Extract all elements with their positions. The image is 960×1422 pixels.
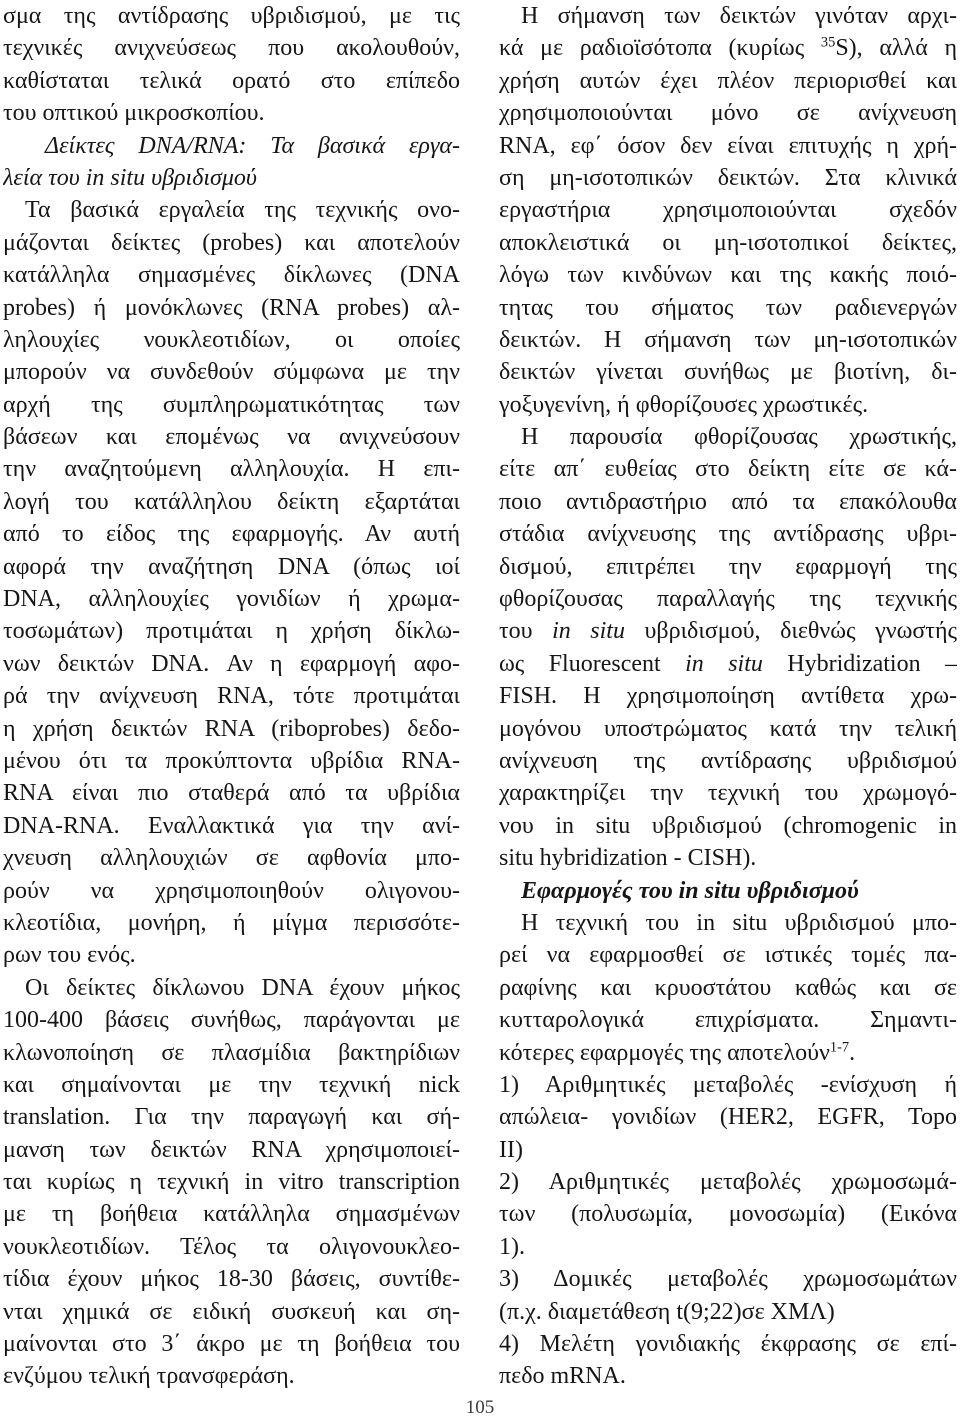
section-heading-probes bbox=[3, 130, 460, 195]
text-line: Τα βασικά εργαλεία της τεχνικής ονο- bbox=[25, 197, 460, 224]
text-line: ση μη-ισοτοπικών δεικτών. Στα κλινικά bbox=[499, 164, 957, 191]
text-line: μάζονται δείκτες (probes) και αποτελούν bbox=[3, 229, 460, 256]
paragraph-probe-labeling bbox=[499, 0, 957, 421]
text-line: τητας του σήματος των ραδιενεργών bbox=[499, 294, 957, 321]
text-line: ρεί να εφαρμοσθεί σε ιστικές τομές πα- bbox=[499, 942, 957, 969]
text-line: σμα της αντίδρασης υβριδισμού, με τις bbox=[3, 3, 460, 29]
text-line: 4) Μελέτη γονιδιακής έκφρασης σε επί- bbox=[499, 1331, 957, 1358]
text-line: ρούν να χρησιμοποιηθούν ολιγονου- bbox=[3, 877, 460, 904]
text-line: χνευση αλληλουχιών σε αφθονία μπο- bbox=[3, 845, 460, 872]
applications-list bbox=[499, 1069, 957, 1393]
text-line: στάδια ανίχνευσης της αντίδρασης υβρι- bbox=[499, 521, 957, 548]
isotope-mass-superscript: 35 bbox=[820, 34, 836, 51]
text-segment: Hybridization – bbox=[762, 650, 957, 677]
text-line: είτε απ΄ ευθείας στο δείκτη είτε σε κά- bbox=[499, 456, 957, 483]
text-line: δεικτών. Η σήμανση των μη-ισοτοπικών bbox=[499, 326, 957, 353]
text-line: κατάλληλα σημασμένες δίκλωνες (DNA bbox=[3, 262, 460, 289]
text-segment: S), αλλά η bbox=[835, 35, 957, 62]
text-line: ανίχνευση της αντίδρασης υβριδισμού bbox=[499, 747, 957, 774]
paragraph-fluorescence bbox=[499, 421, 957, 874]
text-line: μανση των δεικτών RNA χρησιμοποιεί- bbox=[3, 1136, 460, 1163]
text-segment: κά με ραδιοϊσότοπα (κυρίως bbox=[499, 35, 821, 62]
paragraph-continued bbox=[3, 0, 460, 130]
text-line: Η σήμανση των δεικτών γινόταν αρχι- bbox=[521, 3, 957, 29]
text-line: situ hybridization - CISH). bbox=[499, 845, 757, 872]
text-line: χρήση αυτών έχει πλέον περιορισθεί και bbox=[499, 67, 957, 94]
text-segment: του bbox=[499, 618, 553, 645]
text-line: μένου ότι τα προκύπτοντα υβρίδια RNA- bbox=[3, 747, 460, 774]
heading-line: Δείκτες DNA/RNA: Τα βασικά εργα- bbox=[45, 132, 460, 159]
text-line: τοσωμάτων) προτιμάται η χρήση δίκλω- bbox=[3, 618, 460, 645]
list-item bbox=[499, 1263, 957, 1328]
text-line: απώλεια- γονιδίων (HER2, EGFR, Topo bbox=[499, 1104, 957, 1131]
text-line: δισμού, επιτρέπει την εφαρμογή της bbox=[499, 553, 957, 580]
text-line: κλεοτίδια, μονήρη, ή μίγμα περισσότε- bbox=[3, 909, 460, 936]
text-line: των (πολυσωμία, μονοσωμία) (Εικόνα bbox=[499, 1201, 957, 1228]
paragraph-probe-lengths bbox=[3, 972, 460, 1393]
heading-line: λεία του in situ υβριδισμού bbox=[3, 164, 257, 191]
text-line: με τη βοήθεια κατάλληλα σημασμένων bbox=[3, 1201, 460, 1228]
left-column bbox=[3, 0, 460, 1393]
text-line: κλωνοποίηση σε πλασμίδια βακτηρίδιων bbox=[3, 1039, 460, 1066]
text-line: ληλουχίες νουκλεοτιδίων, οι οποίες bbox=[3, 326, 460, 353]
text-line: ρων του ενός. bbox=[3, 942, 136, 969]
text-line: του οπτικού μικροσκοπίου. bbox=[3, 100, 265, 127]
text-line: translation. Για την παραγωγή και σή- bbox=[3, 1104, 460, 1131]
italic-term: in situ bbox=[552, 618, 625, 645]
list-item bbox=[499, 1166, 957, 1263]
text-line: νων δεικτών DNA. Αν η εφαρμογή αφο- bbox=[3, 650, 460, 677]
text-line: λογή του κατάλληλου δείκτη εξαρτάται bbox=[3, 488, 460, 515]
list-item bbox=[499, 1069, 957, 1166]
text-line: DNA, αλληλουχίες γονιδίων ή χρωμα- bbox=[3, 586, 460, 613]
text-line: Η τεχνική του in situ υβριδισμού μπο- bbox=[521, 909, 957, 936]
text-line: RNA, εφ΄ όσον δεν είναι επιτυχής η χρή- bbox=[499, 132, 957, 159]
text-line bbox=[499, 648, 957, 680]
text-line: την αναζητούμενη αλληλουχία. Η επι- bbox=[3, 456, 460, 483]
text-line: ραφίνης και κρυοστάτου καθώς και σε bbox=[499, 974, 957, 1001]
text-line: RNA είναι πιο σταθερά από τα υβρίδια bbox=[3, 780, 460, 807]
text-line: τεχνικές ανιχνεύσεως που ακολουθούν, bbox=[3, 35, 460, 62]
text-line: Οι δείκτες δίκλωνου DNA έχουν μήκος bbox=[25, 974, 460, 1001]
text-line: μογόνου υποστρώματος κατά την τελική bbox=[499, 715, 957, 742]
text-line: μαίνονται στο 3΄ άκρο με τη βοήθεια του bbox=[3, 1331, 460, 1358]
text-line: καθίσταται τελικά ορατό στο επίπεδο bbox=[3, 67, 460, 94]
text-line: ρά την ανίχνευση RNA, τότε προτιμάται bbox=[3, 683, 460, 710]
text-line: τίδια έχουν μήκος 18-30 βάσεις, συντίθε- bbox=[3, 1266, 460, 1293]
text-segment: ως Fluorescent bbox=[499, 650, 686, 677]
text-line: αρχή της συμπληρωματικότητας των bbox=[3, 391, 460, 418]
text-segment: υβριδισμού, διεθνώς γνωστής bbox=[624, 618, 957, 645]
section-heading-applications bbox=[499, 875, 957, 907]
text-line: φθορίζουσας παραλλαγής της τεχνικής bbox=[499, 586, 957, 613]
text-line: Η παρουσία φθορίζουσας χρωστικής, bbox=[521, 424, 957, 451]
text-segment: . bbox=[849, 1039, 856, 1066]
text-line: probes) ή μονόκλωνες (RNA probes) αλ- bbox=[3, 294, 460, 321]
text-line: αφορά την αναζήτηση DNA (όπως ιοί bbox=[3, 553, 460, 580]
text-line: 100-400 βάσεις συνήθως, παράγονται με bbox=[3, 1007, 460, 1034]
text-line: η χρήση δεικτών RNA (riboprobes) δεδο- bbox=[3, 715, 460, 742]
text-line: ται κυρίως η τεχνική in vitro transcription bbox=[3, 1169, 460, 1196]
text-line: γοξυγενίνη, ή φθορίζουσες χρωστικές. bbox=[499, 391, 869, 418]
text-line: από το είδος της εφαρμογής. Αν αυτή bbox=[3, 521, 460, 548]
text-line: νουκλεοτιδίων. Τέλος τα ολιγονουκλεο- bbox=[3, 1233, 460, 1260]
text-line: μπορούν να συνδεθούν σύμφωνα με την bbox=[3, 359, 460, 386]
text-line: 2) Αριθμητικές μεταβολές χρωμοσωμά- bbox=[499, 1169, 957, 1196]
text-line: 3) Δομικές μεταβολές χρωμοσωμάτων bbox=[499, 1266, 957, 1293]
list-item bbox=[499, 1328, 957, 1393]
text-line: πεδο mRNA. bbox=[499, 1363, 626, 1390]
text-line: FISH. Η χρησιμοποίηση αντίθετα χρω- bbox=[499, 683, 957, 710]
text-line: ποιο αντιδραστήριο από τα επακόλουθα bbox=[499, 488, 957, 515]
page-number: 105 bbox=[465, 1397, 495, 1418]
text-line: και σημαίνονται με την τεχνική nick bbox=[3, 1071, 460, 1098]
paragraph-probes bbox=[3, 194, 460, 971]
paragraph-applications bbox=[499, 907, 957, 1069]
text-line bbox=[499, 1037, 957, 1069]
text-line: νου in situ υβριδισμού (chromogenic in bbox=[499, 812, 957, 839]
text-line: εργαστήρια χρησιμοποιούνται σχεδόν bbox=[499, 197, 957, 224]
text-line: DNA-RNA. Εναλλακτικά για την ανί- bbox=[3, 812, 460, 839]
text-line: αποκλειστικά οι μη-ισοτοπικοί δείκτες, bbox=[499, 229, 957, 256]
text-line: ενζύμου τελική τρανσφεράση. bbox=[3, 1363, 295, 1390]
heading-line: Εφαρμογές του in situ υβριδισμού bbox=[521, 877, 859, 904]
text-line: λόγω των κινδύνων και της κακής ποιό- bbox=[499, 262, 957, 289]
text-line bbox=[499, 615, 957, 647]
text-line: (π.χ. διαμετάθεση t(9;22)σε ΧΜΛ) bbox=[499, 1298, 835, 1325]
italic-term: in situ bbox=[685, 650, 763, 677]
text-line: II) bbox=[499, 1136, 523, 1163]
text-line: 1). bbox=[499, 1233, 525, 1260]
text-line: βάσεων και επομένως να ανιχνεύσουν bbox=[3, 424, 460, 451]
text-line: χαρακτηρίζει την τεχνική του χρωμογό- bbox=[499, 780, 957, 807]
text-line bbox=[499, 32, 957, 64]
text-line: χρησιμοποιούνται μόνο σε ανίχνευση bbox=[499, 100, 957, 127]
right-column bbox=[499, 0, 957, 1393]
text-line: δεικτών γίνεται συνήθως με βιοτίνη, δι- bbox=[499, 359, 957, 386]
text-line: κυτταρολογικά επιχρίσματα. Σημαντι- bbox=[499, 1007, 957, 1034]
text-line: 1) Αριθμητικές μεταβολές -ενίσχυση ή bbox=[499, 1071, 957, 1098]
reference-superscript: 1-7 bbox=[829, 1038, 850, 1055]
text-line: νται χημικά σε ειδική συσκευή και ση- bbox=[3, 1298, 460, 1325]
text-segment: κότερες εφαρμογές της αποτελούν bbox=[499, 1039, 830, 1066]
